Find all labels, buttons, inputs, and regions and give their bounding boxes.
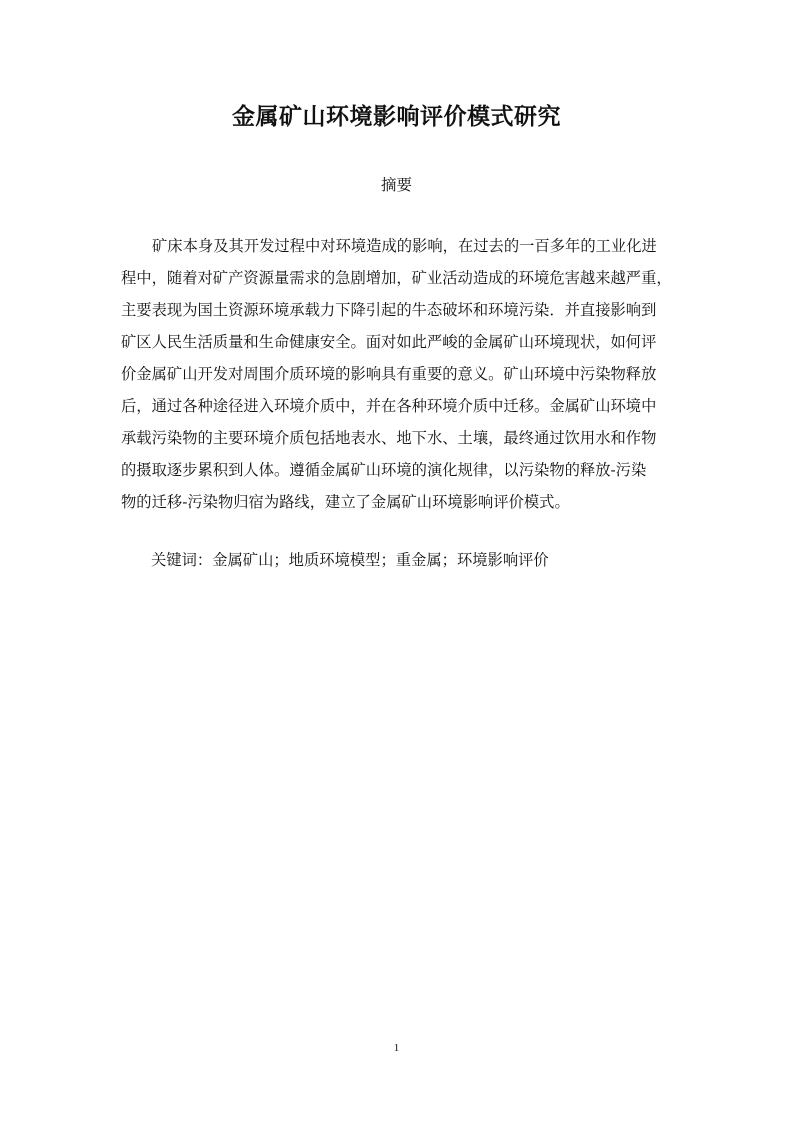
page-number: 1 (393, 1042, 400, 1054)
keywords-line: 关键词：金属矿山；地质环境模型；重金属；环境影响评价 (151, 551, 549, 569)
abstract-line: 价金属矿山开发对周围介质环境的影响具有重要的意义。矿山环境中污染物释放 (121, 365, 657, 383)
abstract-heading: 摘要 (380, 176, 412, 194)
abstract-line: 后，通过各种途径进入环境介质中，并在各种环境介质中迁移。金属矿山环境中 (121, 397, 657, 415)
abstract-line: 的摄取逐步累积到人体。遵循金属矿山环境的演化规律，以污染物的释放-污染 (121, 461, 647, 479)
abstract-line: 矿床本身及其开发过程中对环境造成的影响，在过去的一百多年的工业化进 (152, 237, 657, 255)
abstract-line: 主要表现为国土资源环境承载力下降引起的牛态破坏和环境污染．并直接影响到 (121, 301, 657, 319)
abstract-line: 物的迁移-污染物归宿为路线，建立了金属矿山环境影响评价模式。 (121, 493, 570, 511)
abstract-line: 程中，随着对矿产资源量需求的急剧增加，矿业活动造成的环境危害越来越严重， (121, 269, 672, 287)
document-title: 金属矿山环境影响评价模式研究 (232, 103, 561, 130)
abstract-line: 矿区人民生活质量和生命健康安全。面对如此严峻的金属矿山环境现状，如何评 (121, 333, 657, 351)
abstract-line: 承载污染物的主要环境介质包括地表水、地下水、土壤，最终通过饮用水和作物 (121, 429, 657, 447)
abstract-paragraph (121, 230, 673, 518)
